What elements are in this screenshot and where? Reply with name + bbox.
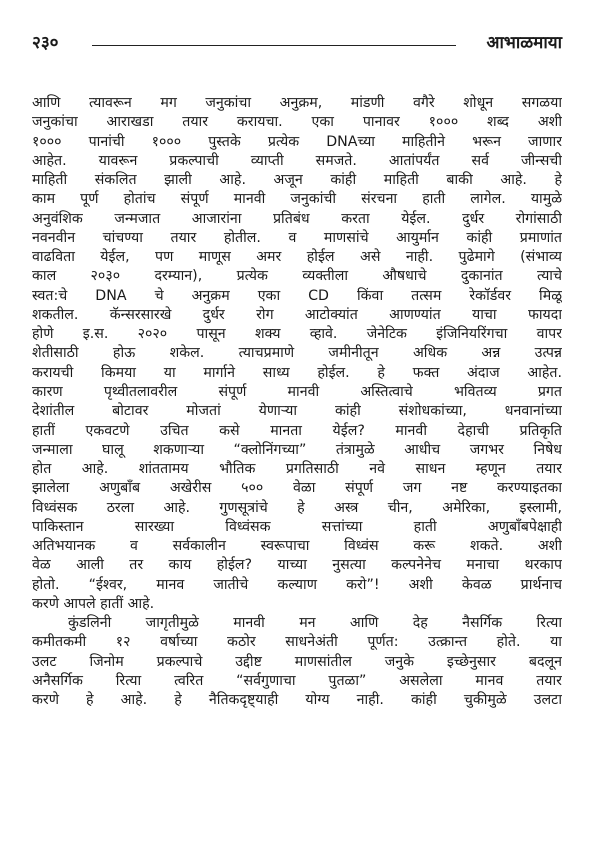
text-line: करणे आपले हातीं आहे. [32, 595, 155, 612]
text-line: देशांतील बोटावर मोजतां येणाऱ्या कांही संशोधकांच्या, धनवानांच्या [32, 403, 562, 420]
text-line: होणे इ.स. २०२० पासून शक्य व्हावे. जेनेटिक इंजिनियरिंगचा वापर [32, 326, 562, 343]
text-line: कुंडलिनी जागृतीमुळे मानवी मन आणि देह नैसर्गिक रित्या [68, 615, 562, 632]
body-text [32, 94, 562, 711]
text-line: शकतील. कॅन्सरसारखे दुर्धर रोग आटोक्यांत आणण्यांत याचा फायदा [32, 306, 562, 323]
text-line: शेतीसाठी होऊ शकेल. त्याचप्रमाणे जमीनीतून अधिक अन्न उत्पन्न [32, 345, 562, 362]
text-line: स्वत:चे DNA चे अनुक्रम एका CD किंवा तत्सम रेकॉर्डवर मिळू [32, 287, 562, 304]
text-line: १००० पानांची १००० पुस्तके प्रत्येक DNAच्या माहितीने भरून जाणार [32, 133, 562, 150]
text-line: अतिभयानक व सर्वकालीन स्वरूपाचा विध्वंस करू शकते. अशी [32, 538, 562, 555]
header-rule [92, 45, 456, 46]
text-line: झालेला अणुबॉंब अखेरीस ५०० वेळा संपूर्ण जग नष्ट करण्याइतका [32, 480, 562, 497]
text-line: पाकिस्तान सारख्या विध्वंसक सत्तांच्या हाती अणुबॉंबपेक्षाही [32, 518, 562, 535]
text-line: करायची किमया या मार्गाने साध्य होईल. हे फक्त अंदाज आहेत. [32, 364, 562, 381]
text-line: अनुवंशिक जन्मजात आजारांना प्रतिबंध करता येईल. दुर्धर रोगांसाठी [32, 210, 562, 227]
text-line: उलट जिनोम प्रकल्पाचे उद्दीष्ट माणसांतील जनुके इच्छेनुसार बदलून [32, 653, 562, 670]
text-line: वेळ आली तर काय होईल? याच्या नुसत्या कल्पनेनेच मनाचा थरकाप [32, 557, 562, 574]
paragraph [32, 614, 562, 710]
page-number: २३० [32, 33, 59, 53]
text-line: नवनवीन चांचण्या तयार होतील. व माणसांचे आयुर्मान कांही प्रमाणांत [32, 229, 562, 246]
text-line: कमीतकमी १२ वर्षाच्या कठोर साधनेअंती पूर्णत: उत्क्रान्त होते. या [32, 634, 562, 651]
text-line: माहिती संकलित झाली आहे. अजून कांही माहिती बाकी आहे. हे [32, 172, 562, 189]
text-line: कारण पृथ्वीतलावरील संपूर्ण मानवी अस्तित्वाचे भवितव्य प्रगत [32, 383, 562, 400]
text-line: होत आहे. शांततामय भौतिक प्रगतिसाठी नवे साधन म्हणून तयार [32, 461, 562, 478]
text-line: जनुकांचा आराखडा तयार करायचा. एका पानावर १००० शब्द अशी [32, 114, 562, 131]
text-line: अनैसर्गिक रित्या त्वरित “सर्वगुणाचा पुतळा” असलेला मानव तयार [32, 672, 562, 689]
text-line: वाढविता येईल, पण माणूस अमर होईल असे नाही. पुढेमागे (संभाव्य [32, 249, 562, 266]
text-line: हातीं एकवटणे उचित कसे मानता येईल? मानवी देहाची प्रतिकृति [32, 422, 562, 439]
text-line: आहेत. यावरून प्रकल्पाची व्याप्ती समजते. आतांपर्यंत सर्व जीन्सची [32, 152, 562, 169]
text-line: आणि त्यावरून मग जनुकांचा अनुक्रम, मांडणी वगैरे शोधून सगळया [32, 95, 562, 111]
text-line: जन्माला घालू शकणाऱ्या “क्लोनिंगच्या” तंत्रामुळे आधीच जगभर निषेध [32, 441, 562, 458]
paragraph [32, 94, 562, 614]
text-line: काम पूर्ण होतांच संपूर्ण मानवी जनुकांची संरचना हाती लागेल. यामुळे [32, 191, 562, 208]
page-header [32, 32, 562, 58]
text-line: काल २०३० दरम्यान), प्रत्येक व्यक्तीला औषधाचे दुकानांत त्याचे [32, 268, 562, 285]
text-line: विध्वंसक ठरला आहे. गुणसूत्रांचे हे अस्त्र चीन, अमेरिका, इस्लामी, [32, 499, 562, 516]
running-title: आभाळमाया [486, 33, 562, 53]
text-line: करणे हे आहे. हे नैतिकदृष्ट्याही योग्य नाही. कांही चुकीमुळे उलटा [32, 692, 562, 709]
text-line: होतो. “ईश्वर, मानव जातीचे कल्याण करो”! अशी केवळ प्रार्थनाच [32, 576, 562, 593]
